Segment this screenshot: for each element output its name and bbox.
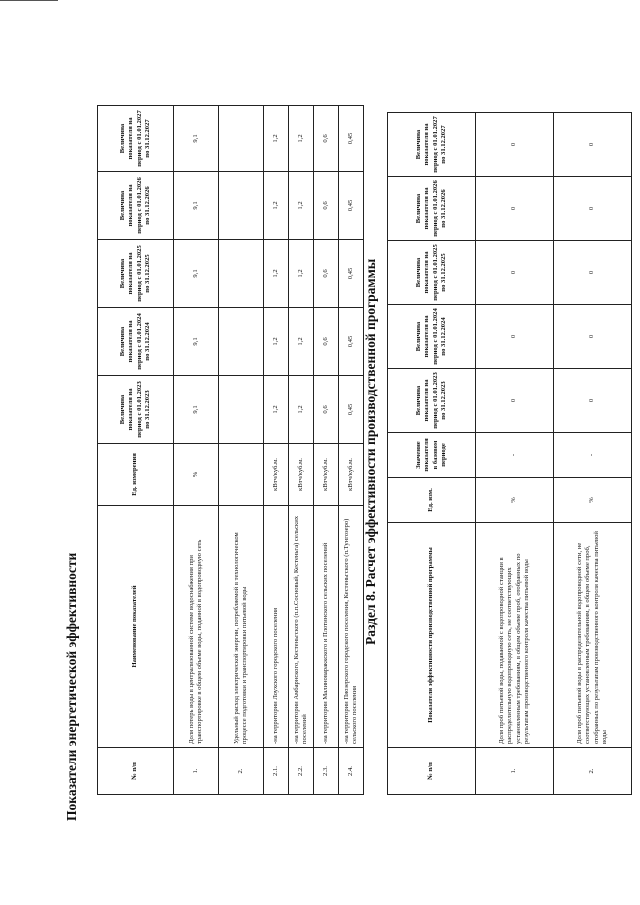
table-row [219,106,264,795]
table-cell: 0,45 [339,308,364,376]
table-row [289,106,314,795]
table-cell: -на территории Пяозерского городского поселения, Кестеньгского (п.Тунгозеро) сельского поселения [339,506,364,748]
table-row [314,106,339,795]
table-cell: 9,1 [174,172,219,240]
table-cell: - [554,433,632,478]
header-cell: Ед. изм. [388,478,476,523]
table-cell: % [174,444,219,506]
header-cell: Величина показателя на период с 01.01.2024 по 31.12.2024 [388,305,476,369]
table-cell: 0 [476,305,554,369]
table-cell: Доля проб питьевой воды в распределительной водопроводной сети, не соответствующих установленным требованиям, в общем объеме проб, отобранных по результатам производственного контроля качества питьевой воды [554,523,632,748]
header-cell: Наименование показателей [98,506,174,748]
header-cell: Величина показателя на период с 01.01.2027 по 31.12.2027 [98,106,174,172]
header-cell: Величина показателя на период с 01.01.2023 по 31.12.2023 [98,376,174,444]
table-cell [219,308,264,376]
table-cell: 0,6 [314,376,339,444]
table-cell: 0 [476,241,554,305]
table-cell: 1,2 [289,240,314,308]
table-cell: 0,45 [339,376,364,444]
table-cell [219,172,264,240]
table-cell: 9,1 [174,240,219,308]
table-cell: 1,2 [289,376,314,444]
table-cell: 1,2 [264,376,289,444]
header-cell: Величина показателя на период с 01.01.2026 по 31.12.2026 [98,172,174,240]
header-cell: Величина показателя на период с 01.01.2024 по 31.12.2024 [98,308,174,376]
table-cell: 9,1 [174,308,219,376]
table-cell: 1. [174,748,219,795]
program-efficiency-table [387,112,632,795]
table-cell: 0,6 [314,106,339,172]
table-cell: 0 [554,177,632,241]
table-cell: 0,6 [314,240,339,308]
table-cell: 0 [476,369,554,433]
table-cell: 0,6 [314,308,339,376]
table-cell: 2.2. [289,748,314,795]
table-cell: 0 [476,113,554,177]
table-cell: 1,2 [264,106,289,172]
header-cell: Величина показателя на период с 01.01.2026 по 31.12.2026 [388,177,476,241]
header-cell: Величина показателя на период с 01.01.2025 по 31.12.2025 [98,240,174,308]
table-cell: 2.4. [339,748,364,795]
table-row [476,113,554,795]
table-cell: 1,2 [264,240,289,308]
table-cell: 1,2 [264,308,289,376]
header-cell: Ед. измерения [98,444,174,506]
table-cell: кВтч/куб.м. [289,444,314,506]
table-cell [219,444,264,506]
table-cell: 0,45 [339,106,364,172]
table-cell: 0 [554,305,632,369]
table-row [264,106,289,795]
table-cell: 0 [554,113,632,177]
table-cell: % [476,478,554,523]
table-cell: 0 [554,369,632,433]
table-cell: 9,1 [174,106,219,172]
table-cell: Удельный расход электрической энергии, потребляемой в технологическом процессе подготовки и транспортировки питьевой воды [219,506,264,748]
table-cell: - [476,433,554,478]
table-cell: кВтч/куб.м. [314,444,339,506]
header-cell: Величина показателя на период с 01.01.2023 по 31.12.2023 [388,369,476,433]
table-cell: 1,2 [264,172,289,240]
table-cell: -на территории Лоухского городского поселения [264,506,289,748]
table-cell: 0,45 [339,172,364,240]
section1-title: Показатели энергетической эффективности [64,552,79,821]
header-cell: № п/п [388,748,476,795]
header-cell: № п/п [98,748,174,795]
header-cell: Значение показателя в базовом периоде [388,433,476,478]
table-cell: 1,2 [289,106,314,172]
table-cell: 1. [476,748,554,795]
header-cell: Показатели эффективности производственной программы [388,523,476,748]
table-cell: -на территории Малиновараккского и Плотинского сельских поселений [314,506,339,748]
section2-title: Раздел 8. Расчет эффективности производственной программы [363,258,378,645]
table-cell: 1,2 [289,172,314,240]
table-cell: 0 [554,241,632,305]
table-cell: 2. [219,748,264,795]
table-cell: 9,1 [174,376,219,444]
table-cell [219,240,264,308]
table-cell: -на территории Амбарнского, Кестеньгского (п.п.Сосновый, Кестеньга) сельских поселений [289,506,314,748]
table-cell: 0 [476,177,554,241]
table-cell [219,106,264,172]
table-cell: кВтч/куб.м. [264,444,289,506]
table-row [174,106,219,795]
table-header-row [98,106,174,795]
table-cell: Доля проб питьевой воды, подаваемой с водопроводной станции в распределительную водопроводную сеть, не соответствующих установленным требованиям, в общем объеме проб, отобранных по результатам производственного контроля качества питьевой воды [476,523,554,748]
table-cell [219,376,264,444]
table-cell: 0,6 [314,172,339,240]
energy-efficiency-table [97,105,364,795]
header-cell: Величина показателя на период с 01.01.2025 по 31.12.2025 [388,241,476,305]
table-cell: 1,2 [289,308,314,376]
table-cell: 2. [554,748,632,795]
table-row [554,113,632,795]
table-cell: 0,45 [339,240,364,308]
table-cell: % [554,478,632,523]
table-cell: Доля потерь воды в централизованной системе водоснабжения при транспортировке в общем объеме воды, поданной в водопроводную сеть [174,506,219,748]
table-header-row [388,113,476,795]
table-row [339,106,364,795]
table-cell: кВтч/куб.м. [339,444,364,506]
header-cell: Величина показателя на период с 01.01.2027 по 31.12.2027 [388,113,476,177]
table-cell: 2.3. [314,748,339,795]
table-cell: 2.1. [264,748,289,795]
